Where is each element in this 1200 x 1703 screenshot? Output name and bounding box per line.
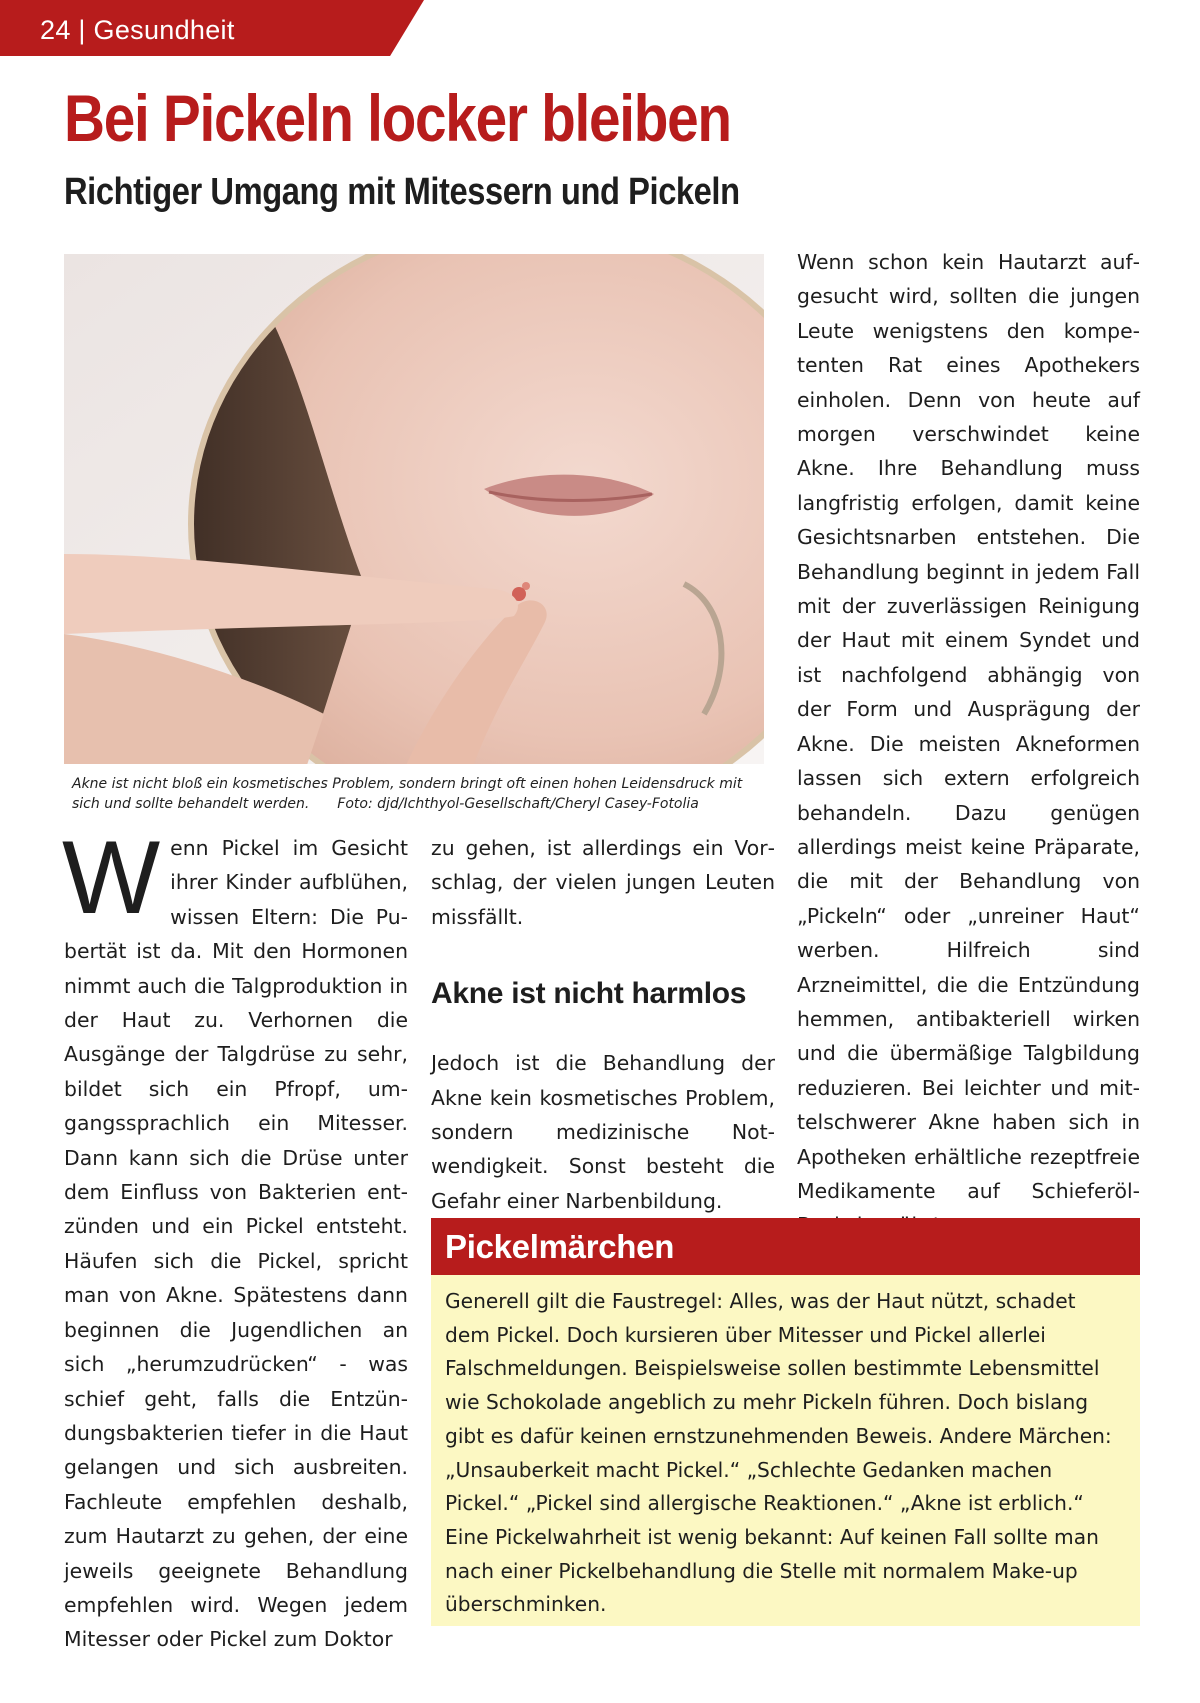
info-box — [431, 1218, 1140, 1626]
info-box-title: Pickelmärchen — [431, 1218, 1140, 1275]
page-subtitle: Richtiger Umgang mit Mitessern und Pickeln — [64, 171, 740, 213]
acne-mirror-photo — [64, 254, 764, 764]
paragraph-pharmacy-text: Wenn schon kein Hautarzt aufgesucht wird, sollten die jungen Leute wenigstens den kompetenten Rat eines Apothekers einholen. Denn von heute auf morgen verschwindet keine Akne. Ihre Behandlung muss langfristig erfolgen, damit keine Gesichtsnarben entstehen. Die Behandlung beginnt in jedem Fall mit der zuverlässigen Reinigung der Haut mit einem Syndet und ist nachfolgend abhängig von der Form und Ausprägung der Akne. Die meisten Akneformen lassen sich extern erfolgreich behandeln. Dazu genügen allerdings meist keine Präparate, die mit der Behandlung von „Pickeln“ oder „unreiner Haut“ werben. Hilfreich sind Arzneimittel, die die Entzündung hemmen, antibakteriell wirken und die übermäßige Talgbildung reduzieren. Bei leichter und mittelschwerer Akne haben sich in Apotheken erhältliche rezeptfreie Medikamente auf Schieferöl- — [797, 250, 1140, 1203]
info-box-body: Generell gilt die Faustregel: Alles, was der Haut nützt, schadet dem Pickel. Doch kursieren über Mitesser und Pickel allerlei Falschmeldungen. Beispielsweise sollen bestimmte Lebensmittel wie Schokolade angeblich zu mehr Pickeln führen. Doch bislang gibt es dafür keinen ernstzunehmenden Beweis. Andere Märchen: „Unsauberkeit macht Pickel.“ „Schlechte Gedanken machen Pickel.“ „Pickel sind allergische Reaktionen.“ „Akne ist erblich.“ Eine Pickelwahrheit ist wenig bekannt: Auf keinen Fall sollte man nach einer Pickelbehandlung die Stelle mit normalem Make-up überschminken. — [445, 1289, 1112, 1617]
article-photo — [64, 254, 764, 764]
paragraph-treatment: Jedoch ist die Behandlung der Akne kein kosmetisches Problem, sondern medizinische Notwendigkeit. Sonst besteht die Gefahr einer Narbenbildung. — [431, 1051, 775, 1213]
article-column-3 — [797, 245, 1140, 1243]
paragraph-intro — [62, 820, 408, 1657]
caption-text: Akne ist nicht bloß ein kosmetisches Problem, sondern bringt oft einen hohen Leidensdruck mit sich und sollte behandelt werden. — [72, 776, 743, 812]
paragraph-intro-text: enn Pickel im Gesicht ihrer Kinder aufblühen, wissen Eltern: Die Pubertät ist da. Mit den Hormonen nimmt auch die Talgproduktion in der Haut zu. Verhornen die Ausgänge der Talgdrüse zu sehr, bildet sich ein Pfropf, umgangssprachlich ein Mitesser. Dann kann sich die Drüse unter dem Einfluss von Bakterien entzünden und ein Pickel entsteht. Häufen sich die Pickel, spricht man von Akne. Spätestens dann beginnen die Jugendlichen an sich „herumzudrücken“ - was schief geht, falls die Entzündungsbakterien tiefer in die Haut gelangen und sich ausbreiten. Fachleute empfehlen deshalb, zum Hautarzt zu gehen, der eine jeweils geeignete Behandlung empfehlen wird. Wegen jedem Mitesser oder Pickel zum Doktor — [64, 836, 408, 1652]
drop-cap: W — [62, 820, 161, 936]
section-heading: Akne ist nicht harmlos — [431, 977, 747, 1011]
article-column-1 — [62, 820, 408, 1657]
paragraph-intro-continued: zu gehen, ist allerdings ein Vorschlag, der vielen jungen Leuten missfällt. — [431, 836, 775, 929]
page-title: Bei Pickeln locker bleiben — [64, 81, 731, 155]
paragraph-pharmacy — [797, 245, 1140, 1243]
photo-caption — [72, 774, 762, 814]
section-label: 24 | Gesundheit — [40, 15, 235, 45]
photo-credit: Foto: djd/Ichthyol-Gesellschaft/Cheryl Casey-Fotolia — [337, 796, 699, 812]
article-column-2 — [431, 831, 775, 1218]
